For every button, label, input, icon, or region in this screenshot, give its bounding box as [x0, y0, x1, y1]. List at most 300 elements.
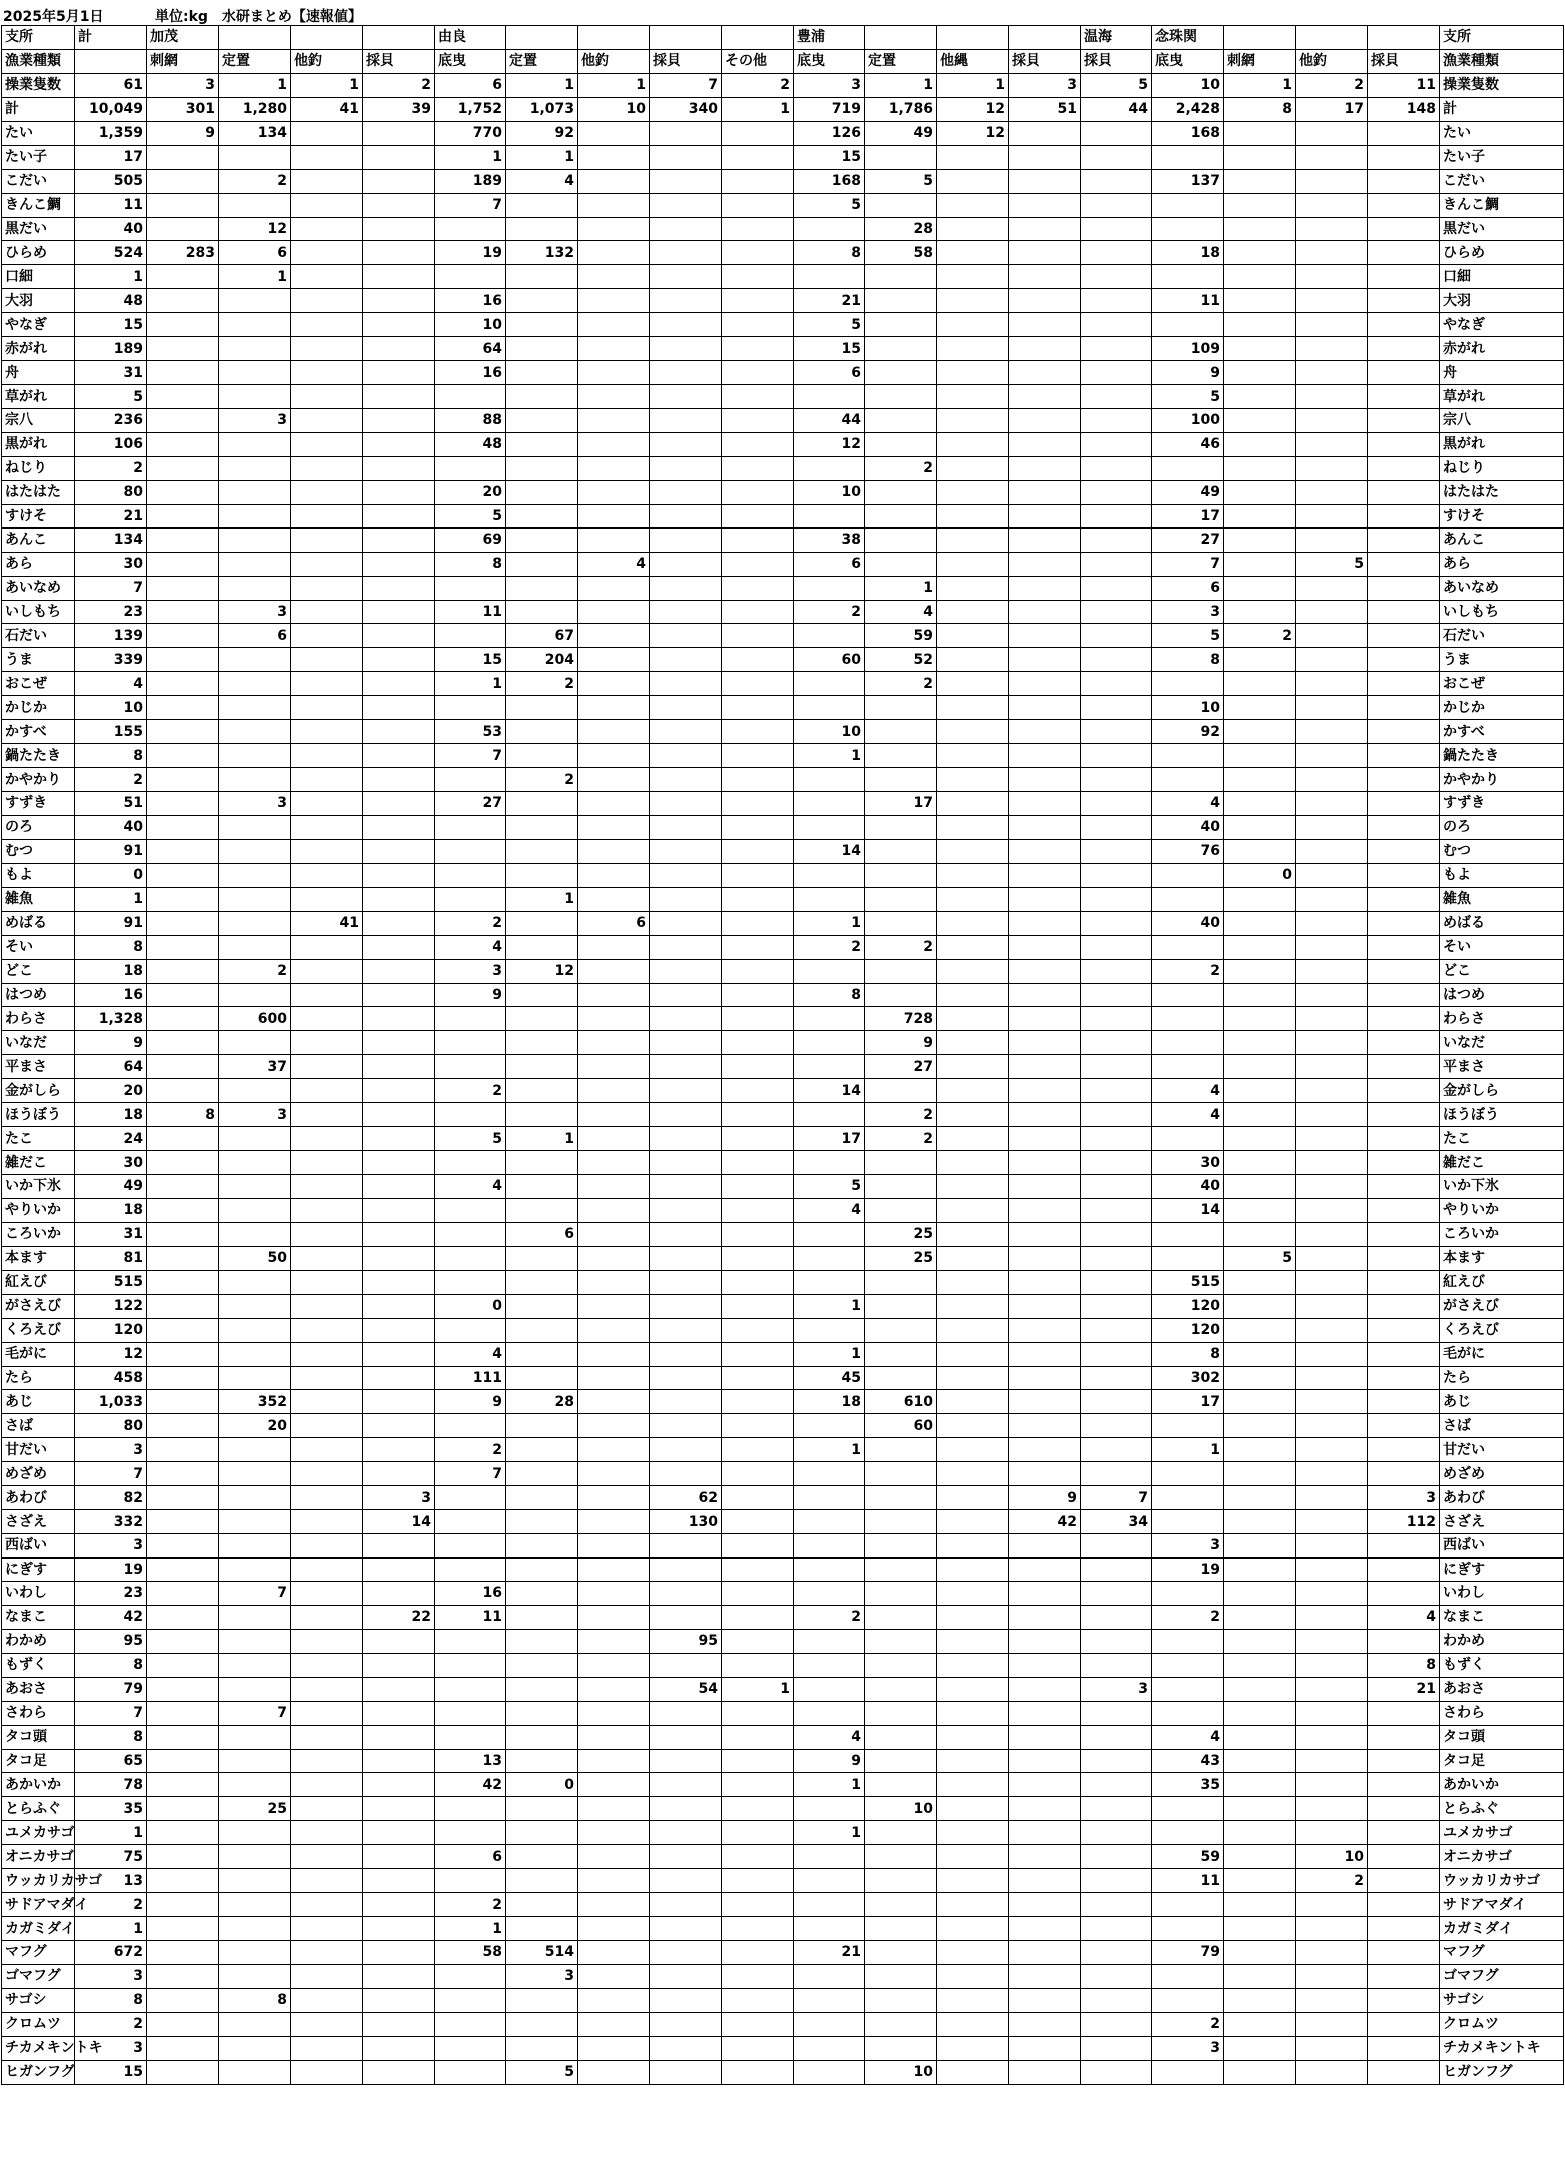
cell — [506, 720, 578, 744]
cell — [147, 1701, 219, 1725]
row-label: わらさ — [2, 1007, 75, 1031]
cell — [1368, 289, 1440, 313]
cell — [650, 1821, 722, 1845]
cell: 18 — [75, 959, 147, 983]
cell: 5 — [435, 504, 506, 528]
row-label: とらふぐ — [2, 1797, 75, 1821]
cell — [578, 1055, 650, 1079]
cell — [291, 600, 363, 624]
cell — [435, 1534, 506, 1558]
cell: 2 — [865, 456, 937, 480]
cell: 8 — [219, 1988, 291, 2012]
cell — [937, 289, 1009, 313]
row-label: わかめ — [2, 1629, 75, 1653]
cell — [1081, 1198, 1152, 1222]
cell — [363, 1797, 435, 1821]
cell — [1368, 1079, 1440, 1103]
cell: 672 — [75, 1941, 147, 1965]
cell — [363, 1534, 435, 1558]
table-row — [2, 1414, 1564, 1438]
cell — [1224, 169, 1296, 193]
cell — [1009, 528, 1081, 552]
cell — [865, 1773, 937, 1797]
cell — [506, 432, 578, 456]
cell — [1081, 576, 1152, 600]
cell — [722, 1031, 794, 1055]
cell — [363, 1055, 435, 1079]
cell — [1224, 289, 1296, 313]
row-label-right: すけそ — [1440, 504, 1564, 528]
cell — [1152, 1246, 1224, 1270]
cell: 1 — [865, 576, 937, 600]
cell — [722, 528, 794, 552]
cell: 49 — [75, 1175, 147, 1199]
cell: 8 — [75, 1653, 147, 1677]
cell — [1368, 1701, 1440, 1725]
cell — [1009, 1318, 1081, 1342]
cell: 1,786 — [865, 97, 937, 121]
cell: 40 — [75, 815, 147, 839]
row-label: カガミダイ — [2, 1917, 75, 1941]
cell — [1081, 385, 1152, 409]
cell — [578, 1534, 650, 1558]
cell — [506, 792, 578, 816]
cell: 80 — [75, 1414, 147, 1438]
total-row — [2, 97, 1564, 121]
cell — [578, 1821, 650, 1845]
cell — [865, 768, 937, 792]
cell — [794, 1917, 865, 1941]
cell — [363, 1175, 435, 1199]
cell: 79 — [75, 1677, 147, 1701]
cell — [363, 1869, 435, 1893]
row-label-right: ゴマフグ — [1440, 1964, 1564, 1988]
cell — [506, 456, 578, 480]
cell — [1152, 935, 1224, 959]
cell — [865, 1438, 937, 1462]
cell — [1224, 409, 1296, 433]
cell — [1224, 1198, 1296, 1222]
cell: 7 — [219, 1581, 291, 1605]
cell — [794, 696, 865, 720]
cell: 60 — [794, 648, 865, 672]
cell — [291, 1605, 363, 1629]
cell — [1009, 337, 1081, 361]
cell — [1296, 887, 1368, 911]
row-label: たこ — [2, 1127, 75, 1151]
cell — [291, 1773, 363, 1797]
table-row — [2, 313, 1564, 337]
cell — [1152, 2060, 1224, 2084]
cell: 12 — [219, 217, 291, 241]
cell — [147, 768, 219, 792]
cell: 12 — [937, 97, 1009, 121]
cell — [1081, 2036, 1152, 2060]
cell — [291, 935, 363, 959]
cell — [578, 145, 650, 169]
cell — [1368, 720, 1440, 744]
cell: 3 — [1152, 600, 1224, 624]
table-row — [2, 1677, 1564, 1701]
cell — [1368, 696, 1440, 720]
cell: 41 — [291, 911, 363, 935]
cell: 19 — [75, 1558, 147, 1582]
cell — [1009, 1414, 1081, 1438]
cell: 17 — [1296, 97, 1368, 121]
cell: 5 — [1152, 624, 1224, 648]
cell — [794, 1893, 865, 1917]
cell — [435, 1797, 506, 1821]
cell — [1081, 241, 1152, 265]
cell — [1009, 935, 1081, 959]
cell — [219, 1821, 291, 1845]
cell — [865, 1079, 937, 1103]
cell — [1224, 480, 1296, 504]
cell — [578, 1342, 650, 1366]
cell — [219, 768, 291, 792]
cell — [1224, 1031, 1296, 1055]
cell — [1081, 2060, 1152, 2084]
cell: 53 — [435, 720, 506, 744]
cell — [865, 696, 937, 720]
cell: 3 — [1368, 1486, 1440, 1510]
cell — [435, 2060, 506, 2084]
cell — [1368, 145, 1440, 169]
cell — [1081, 1534, 1152, 1558]
cell — [1009, 1581, 1081, 1605]
cell — [506, 1079, 578, 1103]
cell: 58 — [865, 241, 937, 265]
cell — [291, 696, 363, 720]
row-label-right: はたはた — [1440, 480, 1564, 504]
cell — [1152, 1677, 1224, 1701]
cell — [363, 1366, 435, 1390]
row-label-right: のろ — [1440, 815, 1564, 839]
cell: 51 — [75, 792, 147, 816]
cell: 40 — [1152, 911, 1224, 935]
cell — [794, 1701, 865, 1725]
row-label-right: にぎす — [1440, 1558, 1564, 1582]
cell — [219, 337, 291, 361]
cell: 23 — [75, 600, 147, 624]
cell — [219, 1151, 291, 1175]
cell — [147, 193, 219, 217]
cell — [435, 217, 506, 241]
cell — [937, 839, 1009, 863]
cell — [219, 696, 291, 720]
cell — [435, 456, 506, 480]
cell — [865, 1941, 937, 1965]
row-label: やなぎ — [2, 313, 75, 337]
cell — [219, 1031, 291, 1055]
cell: 6 — [219, 624, 291, 648]
cell — [1009, 552, 1081, 576]
cell — [1296, 1558, 1368, 1582]
cell — [506, 1342, 578, 1366]
cell — [147, 1629, 219, 1653]
cell — [219, 26, 291, 50]
cell — [1224, 265, 1296, 289]
cell — [794, 1246, 865, 1270]
row-label-right: やりいか — [1440, 1198, 1564, 1222]
cell — [147, 1869, 219, 1893]
cell: 39 — [363, 97, 435, 121]
row-label: サドアマダイ — [2, 1893, 75, 1917]
cell — [650, 1031, 722, 1055]
cell — [578, 409, 650, 433]
row-label-right: ひらめ — [1440, 241, 1564, 265]
cell: 8 — [435, 552, 506, 576]
row-label: ゴマフグ — [2, 1964, 75, 1988]
table-row — [2, 887, 1564, 911]
table-row — [2, 863, 1564, 887]
cell — [1368, 911, 1440, 935]
row-label-right: さざえ — [1440, 1510, 1564, 1534]
cell — [291, 432, 363, 456]
cell — [219, 1653, 291, 1677]
cell — [1009, 2060, 1081, 2084]
table-row — [2, 1342, 1564, 1366]
cell — [147, 2036, 219, 2060]
cell — [291, 145, 363, 169]
row-label: 鍋たたき — [2, 744, 75, 768]
cell: 他釣 — [291, 49, 363, 73]
cell — [865, 385, 937, 409]
cell: 40 — [1152, 815, 1224, 839]
cell: 2 — [1152, 959, 1224, 983]
cell: 25 — [865, 1246, 937, 1270]
cell — [1368, 361, 1440, 385]
cell — [1009, 1869, 1081, 1893]
cell — [865, 145, 937, 169]
cell — [722, 289, 794, 313]
cell — [865, 409, 937, 433]
cell — [1224, 1414, 1296, 1438]
cell — [650, 409, 722, 433]
cell — [1368, 672, 1440, 696]
cell: 19 — [435, 241, 506, 265]
cell: 9 — [435, 983, 506, 1007]
cell — [363, 26, 435, 50]
cell — [506, 1246, 578, 1270]
cell — [578, 2060, 650, 2084]
cell: 17 — [75, 145, 147, 169]
cell — [1296, 193, 1368, 217]
cell — [1081, 600, 1152, 624]
cell — [291, 1534, 363, 1558]
cell — [722, 1941, 794, 1965]
row-label-right: 黒だい — [1440, 217, 1564, 241]
cell — [147, 552, 219, 576]
cell — [435, 1869, 506, 1893]
cell — [291, 1821, 363, 1845]
cell: 底曳 — [794, 49, 865, 73]
cell — [1224, 1677, 1296, 1701]
row-label-right: もずく — [1440, 1653, 1564, 1677]
cell — [435, 385, 506, 409]
row-label: あかいか — [2, 1773, 75, 1797]
cell: 4 — [1152, 1103, 1224, 1127]
method-header-row — [2, 49, 1564, 73]
cell — [1296, 26, 1368, 50]
cell — [1296, 1605, 1368, 1629]
table-row — [2, 1725, 1564, 1749]
cell — [291, 815, 363, 839]
cell: 2 — [1224, 624, 1296, 648]
cell — [291, 1198, 363, 1222]
row-label-right: チカメキントキ — [1440, 2036, 1564, 2060]
row-label-right: タコ頭 — [1440, 1725, 1564, 1749]
cell: 91 — [75, 911, 147, 935]
cell — [1296, 1534, 1368, 1558]
cell: 1 — [506, 887, 578, 911]
cell — [1296, 935, 1368, 959]
cell — [1081, 289, 1152, 313]
row-label: 紅えび — [2, 1270, 75, 1294]
cell: 定置 — [865, 49, 937, 73]
cell: 204 — [506, 648, 578, 672]
cell — [1296, 959, 1368, 983]
cell — [1009, 1270, 1081, 1294]
cell: 1 — [506, 145, 578, 169]
cell — [722, 432, 794, 456]
cell — [722, 672, 794, 696]
cell — [147, 337, 219, 361]
cell — [506, 1007, 578, 1031]
cell — [937, 1749, 1009, 1773]
table-row — [2, 1749, 1564, 1773]
cell — [1296, 1031, 1368, 1055]
cell — [291, 1845, 363, 1869]
table-row — [2, 1031, 1564, 1055]
cell — [506, 1198, 578, 1222]
cell: 9 — [1152, 361, 1224, 385]
cell — [1081, 1653, 1152, 1677]
cell: 6 — [794, 552, 865, 576]
cell — [219, 1605, 291, 1629]
cell — [1368, 385, 1440, 409]
cell: 14 — [794, 839, 865, 863]
cell: 17 — [1152, 504, 1224, 528]
cell: 458 — [75, 1366, 147, 1390]
cell — [363, 1725, 435, 1749]
cell: 54 — [650, 1677, 722, 1701]
cell — [1081, 1581, 1152, 1605]
table-row — [2, 1605, 1564, 1629]
cell — [937, 1198, 1009, 1222]
cell: 42 — [435, 1773, 506, 1797]
cell — [291, 1222, 363, 1246]
cell — [506, 1175, 578, 1199]
cell — [147, 935, 219, 959]
cell — [291, 2036, 363, 2060]
row-label-right: 甘だい — [1440, 1438, 1564, 1462]
cell — [722, 504, 794, 528]
cell — [219, 1893, 291, 1917]
cell: 8 — [75, 1988, 147, 2012]
cell: 4 — [794, 1725, 865, 1749]
cell — [865, 1198, 937, 1222]
cell: 1,033 — [75, 1390, 147, 1414]
cell — [1224, 1534, 1296, 1558]
cell — [363, 1629, 435, 1653]
cell: 42 — [75, 1605, 147, 1629]
cell — [650, 1988, 722, 2012]
cell — [937, 935, 1009, 959]
cell — [291, 1438, 363, 1462]
cell — [722, 983, 794, 1007]
cell: 1 — [1152, 1438, 1224, 1462]
cell — [650, 1151, 722, 1175]
cell — [1368, 1342, 1440, 1366]
cell — [1368, 815, 1440, 839]
cell — [722, 480, 794, 504]
table-row — [2, 1964, 1564, 1988]
cell — [363, 1294, 435, 1318]
row-label: すずき — [2, 792, 75, 816]
cell — [722, 792, 794, 816]
cell — [722, 337, 794, 361]
cell — [291, 289, 363, 313]
table-row — [2, 624, 1564, 648]
cell: 134 — [75, 528, 147, 552]
row-label-right: 平まさ — [1440, 1055, 1564, 1079]
cell — [722, 1558, 794, 1582]
cell: 14 — [794, 1079, 865, 1103]
cell — [1152, 1055, 1224, 1079]
cell: 10 — [578, 97, 650, 121]
row-label: かすべ — [2, 720, 75, 744]
cell — [219, 576, 291, 600]
cell: 10 — [1296, 1845, 1368, 1869]
cell — [578, 792, 650, 816]
cell: 1 — [794, 1342, 865, 1366]
table-row — [2, 1222, 1564, 1246]
cell — [1368, 1964, 1440, 1988]
cell — [435, 1725, 506, 1749]
cell — [937, 432, 1009, 456]
table-row — [2, 1318, 1564, 1342]
cell — [1368, 887, 1440, 911]
cell — [363, 1677, 435, 1701]
cell — [219, 1725, 291, 1749]
cell: 2,428 — [1152, 97, 1224, 121]
cell — [1368, 528, 1440, 552]
cell — [1368, 576, 1440, 600]
cell — [650, 385, 722, 409]
cell: 11 — [1152, 289, 1224, 313]
cell — [363, 193, 435, 217]
cell — [865, 313, 937, 337]
cell: 75 — [75, 1845, 147, 1869]
cell — [1368, 1198, 1440, 1222]
row-label-right: かじか — [1440, 696, 1564, 720]
row-label: オニカサゴ — [2, 1845, 75, 1869]
cell — [363, 863, 435, 887]
cell — [578, 432, 650, 456]
table-row — [2, 792, 1564, 816]
cell — [291, 672, 363, 696]
cell — [650, 480, 722, 504]
cell — [722, 1294, 794, 1318]
cell — [506, 1055, 578, 1079]
row-label: ヒガンフグ — [2, 2060, 75, 2084]
cell — [937, 1534, 1009, 1558]
cell — [435, 576, 506, 600]
cell: 1 — [794, 1294, 865, 1318]
cell — [506, 552, 578, 576]
cell — [937, 1342, 1009, 1366]
